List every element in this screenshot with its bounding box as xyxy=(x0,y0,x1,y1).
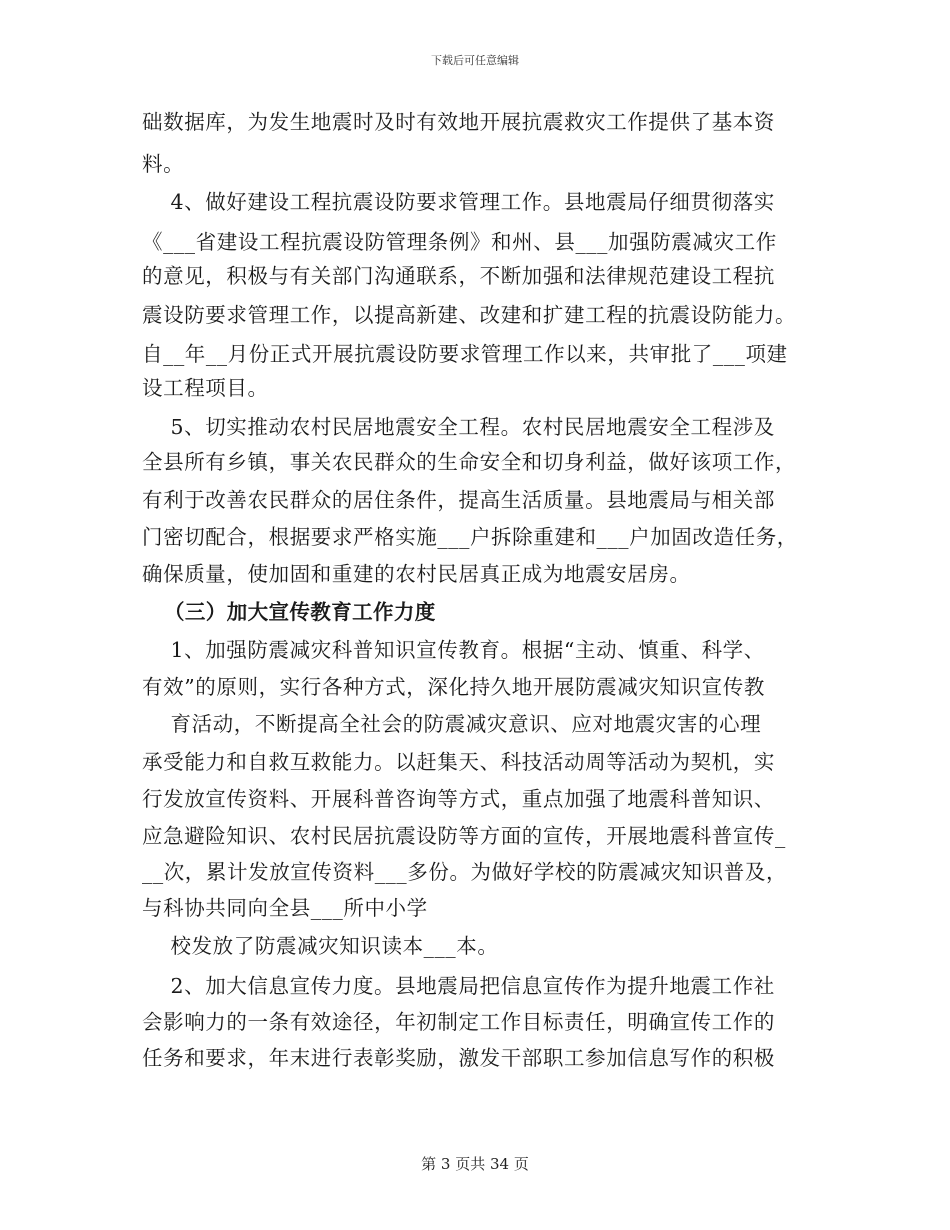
text-line: 有利于改善农民群众的居住条件，提高生活质量。县地震局与相关部 xyxy=(142,488,775,512)
text-line: 设工程项目。 xyxy=(142,376,269,400)
text-line: 自__年__月份正式开展抗震设防要求管理工作以来，共审批了___项建 xyxy=(142,342,788,366)
section-heading: （三）加大宣传教育工作力度 xyxy=(164,600,436,624)
text-line: 料。 xyxy=(142,152,185,176)
text-line: 任务和要求，年末进行表彰奖励，激发干部职工参加信息写作的积极 xyxy=(142,1046,775,1070)
text-line: 与科协共同向全县___所中小学 xyxy=(142,896,428,920)
text-line: 门密切配合，根据要求严格实施___户拆除重建和___户加固改造任务， xyxy=(142,525,798,549)
text-line: 础数据库，为发生地震时及时有效地开展抗震救灾工作提供了基本资 xyxy=(142,110,775,134)
text-line: 2、加大信息宣传力度。县地震局把信息宣传作为提升地震工作社 xyxy=(142,974,775,998)
text-line: 5、切实推动农村民居地震安全工程。农村民居地震安全工程涉及 xyxy=(142,415,775,439)
text-line: 1、加强防震减灾科普知识宣传教育。根据“主动、慎重、科学、 xyxy=(142,638,765,662)
text-line: 《___省建设工程抗震设防管理条例》和州、县___加强防震减灾工作 xyxy=(142,230,777,254)
page-header: 下载后可任意编辑 xyxy=(431,54,519,67)
text-line: 的意见，积极与有关部门沟通联系，不断加强和法律规范建设工程抗 xyxy=(142,264,775,288)
text-line: 会影响力的一条有效途径，年初制定工作目标责任，明确宣传工作的 xyxy=(142,1010,775,1034)
text-line: 承受能力和自救互救能力。以赶集天、科技活动周等活动为契机，实 xyxy=(142,750,775,774)
text-line: 震设防要求管理工作，以提高新建、改建和扩建工程的抗震设防能力。 xyxy=(142,303,797,327)
text-line: 行发放宣传资料、开展科普咨询等方式，重点加强了地震科普知识、 xyxy=(142,787,775,811)
text-line: 有效”的原则，实行各种方式，深化持久地开展防震减灾知识宣传教 xyxy=(142,675,765,699)
page-number: 第 3 页共 34 页 xyxy=(421,1155,529,1173)
text-line: 育活动，不断提高全社会的防震减灾意识、应对地震灾害的心理 xyxy=(142,712,762,736)
text-line: 应急避险知识、农村民居抗震设防等方面的宣传，开展地震科普宣传_ xyxy=(142,824,786,848)
text-line: __次，累计发放宣传资料___多份。为做好学校的防震减灾知识普及， xyxy=(142,860,788,884)
text-line: 确保质量，使加固和重建的农村民居真正成为地震安居房。 xyxy=(142,562,691,586)
text-line: 全县所有乡镇，事关农民群众的生命安全和切身利益，做好该项工作， xyxy=(142,450,797,474)
text-line: 4、做好建设工程抗震设防要求管理工作。县地震局仔细贯彻落实 xyxy=(142,190,775,214)
text-line: 校发放了防震减灾知识读本___本。 xyxy=(142,934,499,958)
